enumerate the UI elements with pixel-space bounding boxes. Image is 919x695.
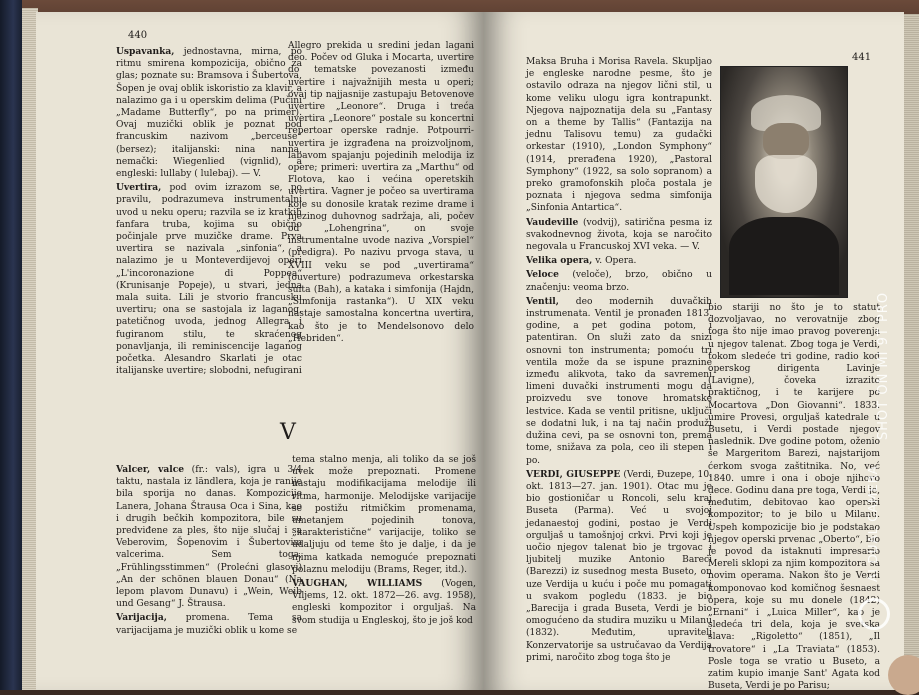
portrait-beard <box>755 155 817 213</box>
entry-text: (Verdi, Đuzepe, 10. okt. 1813—27. jan. 1901). Otac mu je bio gostioničar u Roncoli, selu kraj Buseta (Parma). Već u svojoj jedanaestoj godini, postao je Verdi orguljaš u tamošnjoj crkvi. Prvi koji je uočio njegov talenat bio je trgovac i ljubitelj muzike Antonio Bareci (Barezzi) iz susednog mesta Buseto, on uze Verdija u kuću i poče mu pomagati u svakom pogledu (1833. je bio „Barecija i grada Buseta, Verdi je bio omogućeno da studira muziku u Milanu (1832). Međutim, upravitelj Konzervatorije sa ustručavao da Verdija primi, naročito zbog toga što je <box>526 469 712 663</box>
entry-valcer <box>116 464 302 610</box>
entry-varijacija <box>116 612 302 636</box>
right-page <box>484 12 904 690</box>
entry-text: deo modernih duvačkih instrumenata. Ventil je pronađen 1813. godine, a pet godina potom, i patentiran. On služi zato da snizi osnovni ton instrumenta; pomoću tri ventila može da se ispune praznine između alikvota, tako da savremeni limeni duvački instrumenti mogu da proizvedu sve tonove hromatske lestvice. Kada se ventil pritisne, uključi se dodatni luk, i na taj način produži dužina cevi, pa se osnovni ton, prema tome, snižava za pola, ceo ili stepen i po. <box>526 296 712 466</box>
entry-text: (vodvij), satirična pesma iz svakodnevnog života, koja se naročito negovala u Francuskoj XVI veka. — V. <box>526 217 712 253</box>
entry-text: (veloče), brzo, obično u značenju: veoma brzo. <box>526 270 712 293</box>
verdi-portrait-image <box>720 66 848 298</box>
entry-text: promena. Tema sa varijacijama je muzički oblik u kome se <box>116 613 302 636</box>
entry-continuation: Allegro prekida u sredini jedan lagani deo. Počev od Gluka i Mocarta, uvertire do tematske povezanosti između uvertire i najvažnijih mesta u operi; ovaj tip najjasnije zastupaju Betovenove uvertire „Leonore“. Druga i treća uvertira „Leonore“ postale su koncertni repertoar operske radnje. Potpourri-uvertira je izgrađena na proizvoljnom, labavom spajanju pojedinih melodija iz opere; primeri: uvertira za „Marthu“ od Flotova, kao i većina operetskih uvertira. Vagner je počeo sa uvertirama koje su donosile kratak rezime drame i njezinog duhovnog sadržaja, ali, počev od „Lohengrina“, on svoje instrumentalne uvode naziva „Vorspiel“ (predigra). Po nazivu prvoga stava, u XVIII veku se pod „uvertirama“ (ouverture) podrazumeva orkestarska suita (Bah), a kataka i simfonija (Hajdn, „Simfonija rastanka“). U XIX veku nastaje samostalna koncertna uvertira, kao što je to Mendelsonovo delo „Hebriden“. <box>288 41 474 344</box>
page-number-right: 441 <box>852 52 872 63</box>
page-stack-right <box>904 14 919 690</box>
left-col2-bottom <box>292 454 476 629</box>
camera-watermark-line2: AI DUAL CAMERA <box>866 465 880 582</box>
entry-text: jednostavna, mirna, po ritmu smirena kompozicija, obično za glas; poznate su: Bramsova i Šubertova, Šopen je ovaj oblik iskoristio za klavir, a nalazimo ga i u operskim delima (Pučini „Madame Butterfly“, po na primer). Ovaj muzički oblik je poznat pod francuskim nazivom „berceuse“ (bersez); italijanski: nina nanna, nemački: Wiegenlied (vignlid), a engleski: lullaby ( lulebaj). — V. <box>116 47 302 180</box>
entry-text: (fr.: vals), igra u 3/4 taktu, nastala iz ländlera, koja je ranije bila sporija no danas. Kompozicije Lanera, Johana Štrausa Oca i Sina, kao i drugih bečkih kompozitora, bile su predviđene za ples, što nije slučaj i sa Veberovim, Šopenovim i Šubertovim valcerima. Sem toga, „Frühlingsstimmen“ (Prolećni glasovi) „An der schönen blauen Donau“ (Na lepom plavom Dunavu) i „Wein, Weib und Gesang“ J. Štrausa. <box>116 465 302 610</box>
left-col2-top <box>288 40 474 347</box>
entry-veloce <box>526 269 712 293</box>
entry-text: pod ovim izrazom se, po pravilu, podrazumeva instrumentalni uvod u neku operu; razvila se iz kratkih fanfara truba, kojima su obično počinjale prve muzičke drame. Prva uvertira se nazivala „sinfonia“, a nalazimo je u Monteverdijevoj operi „L'incoronazione di Poppea“ (Krunisanje Popeje), u stvari, jedna mala suita. Lili je stvorio francusku uvertiru; ona se sastojala iz laganog, patetičnog uvoda, jednog Allegra i fugiranom stilu, te skraćenog ponavljanja, ili reminiscencije laganog početka. Alesandro Skarlati je otac italijanske uvertire; slobodni, nefugirani <box>116 183 302 377</box>
entry-head: Velika opera, <box>526 255 593 267</box>
entry-head: VAUGHAN, WILLIAMS <box>292 578 423 590</box>
entry-text: (Vogen, Viljems, 12. okt. 1872—26. avg. 1958), engleski kompozitor i orguljaš. Na svom studija u Engleskoj, što je još kod <box>292 579 476 626</box>
entry-velika-opera <box>526 255 712 267</box>
entry-continuation: Maksa Bruha i Morisa Ravela. Skupljao je engleske narodne pesme, što je ostavilo odraza na njegov lični stil, u kome veliku ulogu igra kontrapunkt. Njegova najpoznatija dela su „Fantasy on a theme by Tallis“ (Fantazija na jednu Talisovu temu) za gudački orkestar (1910), „London Symphony“ (1914, prerađena 1920), „Pastoral Symphony“ (1922, sa solo sopranom) a preko gramofonskih ploča postala je poznata i njegova sedma simfonija „Sinfonia Antartica“. <box>526 57 712 214</box>
entry-verdi <box>526 469 712 664</box>
entry-uvertira <box>116 182 302 377</box>
entry-head: Varijacija, <box>116 612 167 624</box>
portrait-face <box>763 123 809 159</box>
left-col1-bottom <box>116 464 302 639</box>
entry-text: v. Opera. <box>592 256 637 267</box>
entry-head: Uvertira, <box>116 182 162 194</box>
entry-ventil <box>526 296 712 467</box>
page-number-left: 440 <box>128 30 148 41</box>
entry-vaudeville <box>526 217 712 254</box>
entry-uspavanka <box>116 46 302 180</box>
right-col1 <box>526 56 712 666</box>
entry-head: Valcer, valce <box>116 464 185 475</box>
entry-head: Vaudeville <box>526 216 579 228</box>
camera-watermark-logo <box>858 598 890 630</box>
left-col1-top <box>116 46 302 379</box>
entry-continuation: bio stariji no što je to statut dozvoljavao, no verovatnije zbog toga što nije imao pravog poverenja u njegov talenat. Zbog toga je Verdi, tokom sledeće tri godine, radio kod operskog dirigenta Lavinje (Lavigne), čoveka izrazito praktičnog, i te karijere po Mocartova „Don Giovanni“. 1833. umire Provesi, orguljaš katedrale u Busetu, i Verdi postade njegov naslednik. Dve godine potom, oženio se Margeritom Barezi, najstarijom ćerkom svoga zaštitnika. No, već 1840. umre i ona i oboje njihovo dece. Godinu dana pre toga, Verdi je, međutim, debitovao kao operski kompozitor; to je bilo u Milanu. Uspeh kompozicije bio je podstakao njegov operski prvenac „Oberto“, bio je povod da istaknuti impresario Mereli sklopi za njim kompozitora sa novim operama. Nakon što je Verdi komponovao kod komičnog šesnaest opera, koje su mu donele (1842) „Ernani“ i „Luica Miller“, kao je sledeća tri dela, koja je svetska slava: „Rigoletto“ (1851), „Il trovatore“ i „La Traviata“ (1853). Posle toga se vratio u Buseto, a zatim kupio imanje Sant' Agata kod Buseta, Verdi je po Parisu; <box>708 303 880 690</box>
entry-head: Veloce <box>526 269 559 281</box>
section-letter: V <box>280 420 296 445</box>
portrait-coat <box>729 217 839 295</box>
entry-head: VERDI, GIUSEPPE <box>526 468 621 480</box>
entry-head: Ventil, <box>526 295 559 307</box>
book-spine <box>0 0 22 690</box>
entry-vaughan <box>292 578 476 627</box>
entry-head: Uspavanka, <box>116 46 175 57</box>
camera-watermark-line1: SHOT ON MI 9T PRO <box>876 291 891 440</box>
left-page <box>36 12 484 690</box>
entry-continuation: tema stalno menja, ali toliko da se još uvek može prepoznati. Promene nastaju modifikacijama melodije ili ritma, harmonije. Melodijske varijacije se postižu ritmičkim promenama, umetanjem pojedinih tonova, „karakteristične“ varijacije, toliko se udaljuju od teme što je dalje, i da je njima katkada nemoguće prepoznati polaznu melodiju (Brams, Reger, itd.). <box>292 455 476 575</box>
right-col2 <box>708 302 880 690</box>
